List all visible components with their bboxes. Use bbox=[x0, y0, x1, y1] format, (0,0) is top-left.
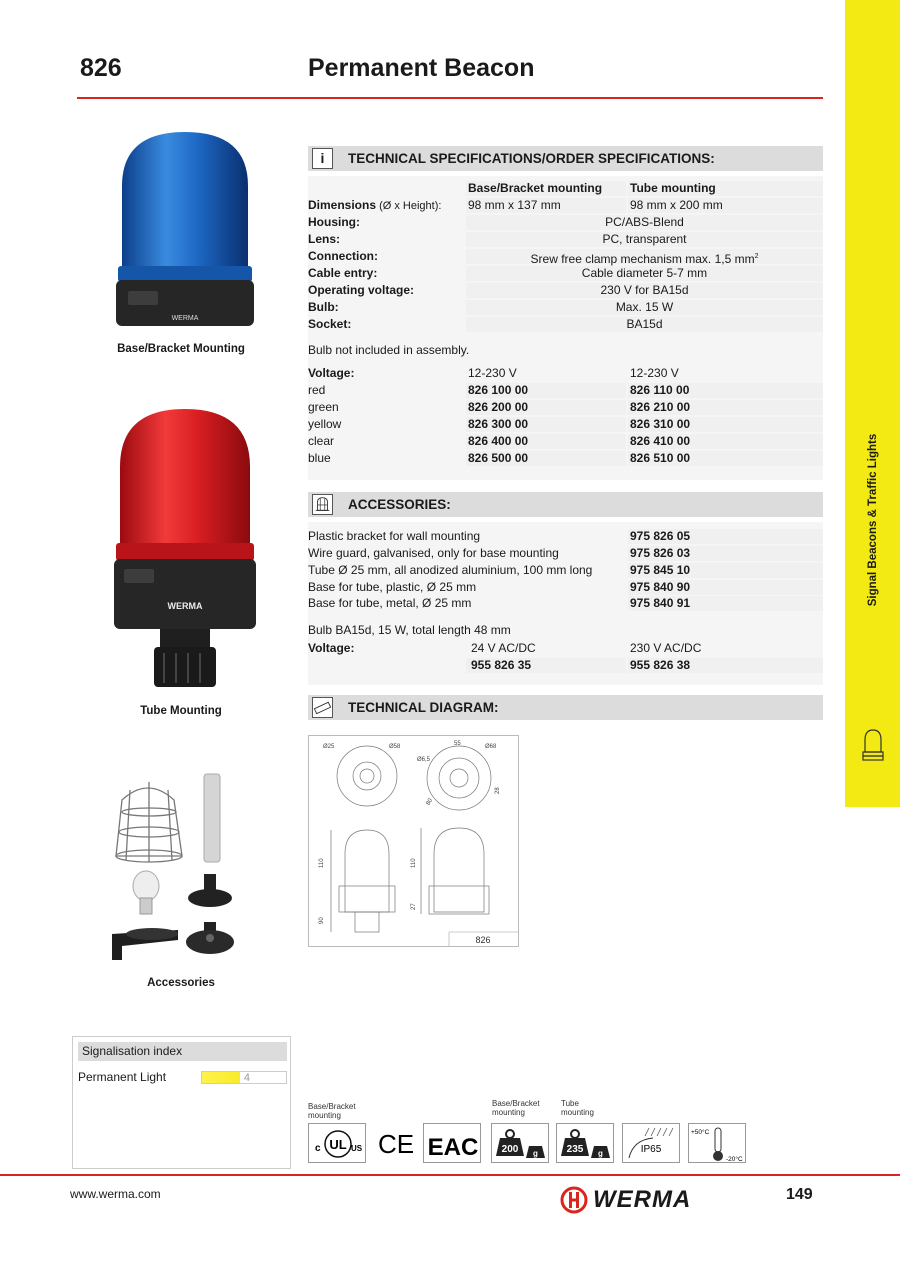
accessory-code: 975 840 90 bbox=[630, 580, 691, 594]
order-row bbox=[308, 450, 823, 467]
lens-label: Lens: bbox=[308, 232, 341, 246]
bulb-note-text: Bulb not included in assembly. bbox=[308, 343, 470, 357]
order-code-base: 826 100 00 bbox=[468, 383, 529, 397]
cable-label: Cable entry: bbox=[308, 266, 378, 280]
weight-tube-icon bbox=[556, 1123, 614, 1163]
footer-divider bbox=[0, 1174, 900, 1176]
order-row bbox=[308, 416, 823, 433]
accessory-label: Base for tube, plastic, Ø 25 mm bbox=[308, 580, 477, 594]
dimensions-label: Dimensions bbox=[308, 198, 377, 212]
website-link[interactable]: www.werma.com bbox=[70, 1187, 161, 1201]
accessory-label: Wire guard, galvanised, only for base mounting bbox=[308, 546, 559, 560]
connection-value: Srew free clamp mechanism max. 1,5 mm bbox=[530, 252, 755, 266]
svg-text:UL: UL bbox=[329, 1137, 347, 1152]
svg-text:US: US bbox=[351, 1144, 363, 1153]
diagram-heading-bar bbox=[308, 695, 823, 720]
socket-label: Socket: bbox=[308, 317, 352, 331]
spec-header-row bbox=[308, 180, 823, 197]
accessory-label: Tube Ø 25 mm, all anodized aluminium, 100 mm long bbox=[308, 563, 593, 577]
dim-d55: 55 bbox=[454, 741, 461, 747]
accessory-row bbox=[308, 595, 823, 612]
signalisation-index bbox=[72, 1036, 291, 1169]
svg-text:200: 200 bbox=[501, 1144, 519, 1155]
accessory-code: 975 845 10 bbox=[630, 563, 691, 577]
spec-row-bulb bbox=[308, 299, 823, 316]
dim-d65: Ø6,5 bbox=[417, 757, 431, 763]
bulb-voltage-230: 230 V AC/DC bbox=[630, 641, 702, 655]
accessory-label: Base for tube, metal, Ø 25 mm bbox=[308, 596, 472, 610]
temperature-icon bbox=[688, 1123, 746, 1163]
dim-d68: Ø68 bbox=[485, 744, 497, 750]
svg-text:CE: CE bbox=[377, 1129, 415, 1159]
accessories-heading: ACCESSORIES: bbox=[348, 497, 451, 512]
dim-d58: Ø58 bbox=[389, 744, 401, 750]
dim-h90: 90 bbox=[319, 917, 325, 924]
bulb-accessory-text: Bulb BA15d, 15 W, total length 48 mm bbox=[308, 623, 511, 637]
tube-icon bbox=[204, 774, 220, 862]
ip65-icon bbox=[622, 1123, 680, 1163]
bulb-code-row bbox=[308, 657, 823, 674]
spec-row-socket bbox=[308, 316, 823, 333]
dim-h110a: 110 bbox=[319, 858, 325, 868]
accessories-image bbox=[108, 770, 258, 970]
color-name: clear bbox=[308, 434, 335, 448]
order-code-tube: 826 110 00 bbox=[630, 383, 690, 397]
werma-logo-icon bbox=[560, 1186, 588, 1214]
diagram-heading: TECHNICAL DIAGRAM: bbox=[348, 700, 499, 715]
dim-d25: Ø25 bbox=[323, 744, 335, 750]
ruler-icon bbox=[312, 697, 333, 718]
svg-text:EAC: EAC bbox=[427, 1134, 479, 1161]
svg-text:g: g bbox=[533, 1149, 538, 1158]
accessory-code: 975 826 05 bbox=[630, 529, 691, 543]
beacon-tube-image bbox=[110, 405, 260, 695]
info-icon: i bbox=[312, 148, 333, 169]
spec-row-cable bbox=[308, 265, 823, 282]
tech-specs-heading-bar bbox=[308, 146, 823, 171]
voltage-tube: 12-230 V bbox=[630, 366, 679, 380]
svg-text:g: g bbox=[598, 1149, 603, 1158]
header-divider bbox=[77, 97, 823, 99]
opvolt-value: 230 V for BA15d bbox=[600, 283, 689, 297]
order-code-tube: 826 510 00 bbox=[630, 451, 691, 465]
bulb-voltage-24: 24 V AC/DC bbox=[471, 641, 536, 655]
accessory-label: Plastic bracket for wall mounting bbox=[308, 529, 481, 543]
cable-value: Cable diameter 5-7 mm bbox=[581, 266, 708, 280]
dim-r28: 28 bbox=[495, 787, 501, 794]
order-code-base: 826 300 00 bbox=[468, 417, 529, 431]
signalisation-fill bbox=[202, 1072, 240, 1083]
order-code-tube: 826 410 00 bbox=[630, 434, 691, 448]
spec-row-connection bbox=[308, 248, 823, 265]
bulb-voltage-label: Voltage: bbox=[308, 641, 355, 655]
bulb-icon bbox=[133, 871, 159, 914]
cul-us-icon bbox=[308, 1123, 366, 1163]
spec-row-housing bbox=[308, 214, 823, 231]
order-row-voltage bbox=[308, 365, 823, 382]
accessory-code: 975 826 03 bbox=[630, 546, 691, 560]
svg-text:IP65: IP65 bbox=[640, 1144, 662, 1155]
wire-guard-icon bbox=[116, 782, 182, 862]
weight-label-base: Base/Bracket mounting bbox=[492, 1099, 540, 1117]
bracket-icon bbox=[112, 928, 178, 960]
lens-value: PC, transparent bbox=[602, 232, 687, 246]
order-code-tube: 826 310 00 bbox=[630, 417, 691, 431]
base-mounting-caption: Base/Bracket Mounting bbox=[117, 343, 245, 355]
signalisation-bar bbox=[201, 1071, 287, 1084]
color-name: green bbox=[308, 400, 339, 414]
brand-mark-tube: WERMA bbox=[167, 601, 203, 611]
svg-text:+50°C: +50°C bbox=[691, 1129, 710, 1136]
bulb-code-230: 955 826 38 bbox=[630, 658, 691, 672]
page-title: Permanent Beacon bbox=[308, 54, 535, 82]
diagram-caption: 826 bbox=[475, 935, 491, 945]
weight-base-icon bbox=[491, 1123, 549, 1163]
connection-sup: 2 bbox=[754, 253, 759, 260]
accessories-heading-bar bbox=[308, 492, 823, 517]
color-name: red bbox=[308, 383, 326, 397]
dim-h27: 27 bbox=[411, 903, 417, 910]
order-row bbox=[308, 382, 823, 399]
brand-mark: WERMA bbox=[171, 315, 199, 322]
dimensions-tube: 98 mm x 200 mm bbox=[630, 198, 723, 212]
category-sidebar bbox=[845, 0, 900, 807]
connection-label: Connection: bbox=[308, 249, 378, 263]
weight-label-tube: Tube mounting bbox=[561, 1099, 594, 1117]
accessory-row bbox=[308, 562, 823, 579]
dimensions-base: 98 mm x 137 mm bbox=[468, 198, 561, 212]
order-code-base: 826 400 00 bbox=[468, 434, 529, 448]
accessory-row bbox=[308, 579, 823, 596]
col-base-mounting: Base/Bracket mounting bbox=[468, 181, 603, 195]
housing-value: PC/ABS-Blend bbox=[605, 215, 684, 229]
bulb-code-24: 955 826 35 bbox=[471, 658, 532, 672]
order-row bbox=[308, 433, 823, 450]
opvolt-label: Operating voltage: bbox=[308, 283, 415, 297]
svg-text:c: c bbox=[315, 1143, 321, 1154]
housing-label: Housing: bbox=[308, 215, 360, 229]
spec-row-lens bbox=[308, 231, 823, 248]
bulb-note bbox=[308, 342, 823, 359]
dimensions-suffix: (Ø x Height): bbox=[376, 200, 442, 212]
order-code-base: 826 200 00 bbox=[468, 400, 529, 414]
page-number: 149 bbox=[786, 1186, 813, 1203]
order-code-base: 826 500 00 bbox=[468, 451, 529, 465]
bulb-label: Bulb: bbox=[308, 300, 339, 314]
werma-wordmark: WERMA bbox=[593, 1186, 692, 1213]
svg-text:235: 235 bbox=[566, 1144, 584, 1155]
ce-icon bbox=[367, 1123, 425, 1163]
spec-row-dimensions bbox=[308, 197, 823, 214]
base-for-tube-icon bbox=[188, 874, 232, 907]
voltage-label: Voltage: bbox=[308, 366, 355, 380]
color-name: blue bbox=[308, 451, 331, 465]
signalisation-heading: Signalisation index bbox=[78, 1042, 287, 1061]
model-number: 826 bbox=[80, 54, 122, 82]
accessories-caption: Accessories bbox=[147, 977, 215, 989]
category-label: Signal Beacons & Traffic Lights bbox=[867, 433, 879, 607]
dim-a80: 80 bbox=[425, 797, 435, 807]
voltage-base: 12-230 V bbox=[468, 366, 517, 380]
technical-diagram bbox=[308, 735, 519, 947]
beacon-icon bbox=[861, 728, 885, 762]
order-code-tube: 826 210 00 bbox=[630, 400, 691, 414]
wire-guard-icon bbox=[312, 494, 333, 515]
bulb-value: Max. 15 W bbox=[615, 300, 674, 314]
cert-label-base: Base/Bracket mounting bbox=[308, 1102, 356, 1120]
beacon-base-image bbox=[110, 126, 260, 330]
svg-text:-20°C: -20°C bbox=[726, 1156, 743, 1163]
spec-row-opvolt bbox=[308, 282, 823, 299]
signalisation-value: 4 bbox=[243, 1072, 250, 1084]
dim-h110b: 110 bbox=[411, 858, 417, 868]
accessory-row bbox=[308, 528, 823, 545]
signalisation-label: Permanent Light bbox=[78, 1070, 167, 1084]
eac-icon bbox=[423, 1123, 481, 1163]
color-name: yellow bbox=[308, 417, 342, 431]
accessory-row bbox=[308, 545, 823, 562]
bulb-accessory-note bbox=[308, 622, 823, 639]
tech-specs-heading: TECHNICAL SPECIFICATIONS/ORDER SPECIFICATIONS: bbox=[348, 151, 715, 166]
order-row bbox=[308, 399, 823, 416]
metal-base-icon bbox=[186, 922, 234, 954]
accessory-code: 975 840 91 bbox=[630, 596, 691, 610]
bulb-voltage-row bbox=[308, 640, 823, 657]
col-tube-mounting: Tube mounting bbox=[630, 181, 716, 195]
tube-mounting-caption: Tube Mounting bbox=[140, 705, 222, 717]
socket-value: BA15d bbox=[626, 317, 663, 331]
